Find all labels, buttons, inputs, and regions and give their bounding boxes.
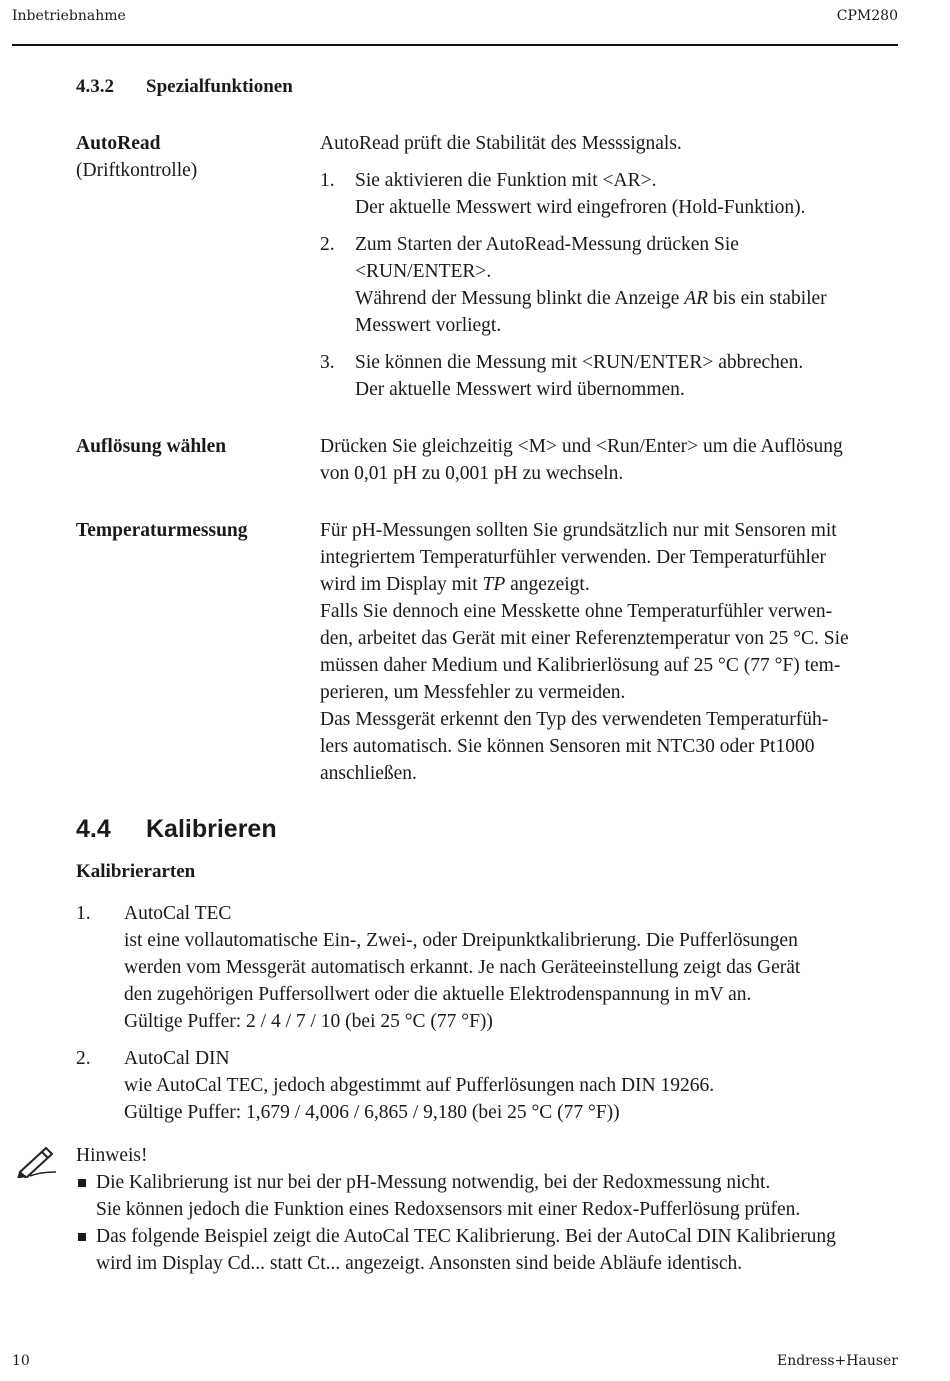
autoread-body xyxy=(320,130,900,403)
item-number: 2. xyxy=(76,1048,91,1069)
aufloesung-label xyxy=(76,433,306,460)
autoread-label-block xyxy=(76,130,306,184)
body-line: anschließen. xyxy=(320,763,417,784)
note-item xyxy=(76,1223,906,1277)
section-heading-4-3-2 xyxy=(76,76,293,98)
display-code-ar: AR xyxy=(684,288,709,309)
aufloesung-label-text: Auflösung wählen xyxy=(76,436,227,457)
calibration-item xyxy=(76,1045,906,1126)
item-line: Gültige Puffer: 1,679 / 4,006 / 6,865 / 9,180 (bei 25 °C (77 °F)) xyxy=(124,1102,620,1123)
body-line: Falls Sie dennoch eine Messkette ohne Temperaturfühler verwen- xyxy=(320,601,833,622)
header-rule xyxy=(12,44,898,46)
section-heading-4-4 xyxy=(76,815,277,844)
autoread-label: AutoRead xyxy=(76,133,161,154)
running-header-product: CPM280 xyxy=(836,8,898,24)
step-number: 3. xyxy=(320,352,335,373)
calibration-list xyxy=(76,900,906,1126)
calibration-item xyxy=(76,900,906,1035)
note-line: Sie können jedoch die Funktion eines Redoxsensors mit einer Redox-Pufferlösung prüfen. xyxy=(96,1199,801,1220)
display-code-tp: TP xyxy=(482,574,506,595)
section-number: 4.3.2 xyxy=(76,76,114,97)
item-line: wie AutoCal TEC, jedoch abgestimmt auf Pufferlösungen nach DIN 19266. xyxy=(124,1075,715,1096)
brand-name: Endress+Hauser xyxy=(776,1353,898,1369)
body-text: angezeigt. xyxy=(505,574,590,595)
step-line: Der aktuelle Messwert wird eingefroren (Hold-Funktion). xyxy=(355,197,806,218)
item-title: AutoCal TEC xyxy=(124,903,232,924)
item-number: 1. xyxy=(76,903,91,924)
body-line: den, arbeitet das Gerät mit einer Referenztemperatur von 25 °C. Sie xyxy=(320,628,849,649)
item-line: Gültige Puffer: 2 / 4 / 7 / 10 (bei 25 °C (77 °F)) xyxy=(124,1011,493,1032)
body-line: Für pH-Messungen sollten Sie grundsätzlich nur mit Sensoren mit xyxy=(320,520,837,541)
item-title: AutoCal DIN xyxy=(124,1048,230,1069)
step-number: 1. xyxy=(320,170,335,191)
body-line: integriertem Temperaturfühler verwenden. Der Temperaturfühler xyxy=(320,547,827,568)
note-item xyxy=(76,1169,906,1223)
autoread-step xyxy=(320,349,900,403)
autoread-step xyxy=(320,167,900,221)
note-line: Die Kalibrierung ist nur bei der pH-Messung notwendig, bei der Redoxmessung nicht. xyxy=(96,1172,771,1193)
step-line: Zum Starten der AutoRead-Messung drücken Sie xyxy=(355,234,739,255)
body-line xyxy=(320,571,900,598)
autoread-sublabel: (Driftkontrolle) xyxy=(76,160,198,181)
subsection-heading: Kalibrierarten xyxy=(76,861,196,882)
note-line: Das folgende Beispiel zeigt die AutoCal TEC Kalibrierung. Bei der AutoCal DIN Kalibrierung xyxy=(96,1226,836,1247)
step-line: <RUN/ENTER>. xyxy=(355,261,492,282)
temperatur-body xyxy=(320,517,900,787)
step-text: bis ein stabiler xyxy=(708,288,827,309)
body-line: Das Messgerät erkennt den Typ des verwendeten Temperaturfüh- xyxy=(320,709,829,730)
step-line: Messwert vorliegt. xyxy=(355,315,502,336)
body-line: müssen daher Medium und Kalibrierlösung auf 25 °C (77 °F) tem- xyxy=(320,655,841,676)
note-title: Hinweis! xyxy=(76,1145,148,1166)
item-line: ist eine vollautomatische Ein-, Zwei-, oder Dreipunktkalibrierung. Die Pufferlösungen xyxy=(124,930,798,951)
autoread-step xyxy=(320,231,900,339)
section-number: 4.4 xyxy=(76,815,111,843)
note-line: wird im Display Cd... statt Ct... angezeigt. Ansonsten sind beide Abläufe identisch. xyxy=(96,1253,743,1274)
pencil-icon xyxy=(16,1142,60,1178)
autoread-steps xyxy=(320,167,900,403)
step-line: Der aktuelle Messwert wird übernommen. xyxy=(355,379,685,400)
item-line: werden vom Messgerät automatisch erkannt. Je nach Geräteeinstellung zeigt das Gerät xyxy=(124,957,801,978)
body-line: perieren, um Messfehler zu vermeiden. xyxy=(320,682,626,703)
page-number: 10 xyxy=(12,1353,30,1369)
body-line: lers automatisch. Sie können Sensoren mit NTC30 oder Pt1000 xyxy=(320,736,815,757)
temperatur-label-text: Temperaturmessung xyxy=(76,520,248,541)
aufloesung-body xyxy=(320,433,900,487)
note-box xyxy=(76,1142,906,1277)
section-title: Kalibrieren xyxy=(146,815,277,843)
step-line: Sie aktivieren die Funktion mit <AR>. xyxy=(355,170,657,191)
body-line: von 0,01 pH zu 0,001 pH zu wechseln. xyxy=(320,463,624,484)
body-line: Drücken Sie gleichzeitig <M> und <Run/Enter> um die Auflösung xyxy=(320,436,843,457)
temperatur-label xyxy=(76,517,306,544)
item-line: den zugehörigen Puffersollwert oder die aktuelle Elektrodenspannung in mV an. xyxy=(124,984,752,1005)
bullet-square-icon xyxy=(78,1233,86,1241)
running-header-chapter: Inbetriebnahme xyxy=(12,8,126,24)
bullet-square-icon xyxy=(78,1179,86,1187)
calibration-types xyxy=(76,900,906,1126)
body-text: wird im Display mit xyxy=(320,574,483,595)
step-number: 2. xyxy=(320,234,335,255)
autoread-intro: AutoRead prüft die Stabilität des Messsignals. xyxy=(320,133,682,154)
section-title: Spezialfunktionen xyxy=(146,76,293,97)
note-list xyxy=(76,1169,906,1277)
step-line xyxy=(355,285,900,312)
step-text: Während der Messung blinkt die Anzeige xyxy=(355,288,685,309)
step-line: Sie können die Messung mit <RUN/ENTER> abbrechen. xyxy=(355,352,804,373)
